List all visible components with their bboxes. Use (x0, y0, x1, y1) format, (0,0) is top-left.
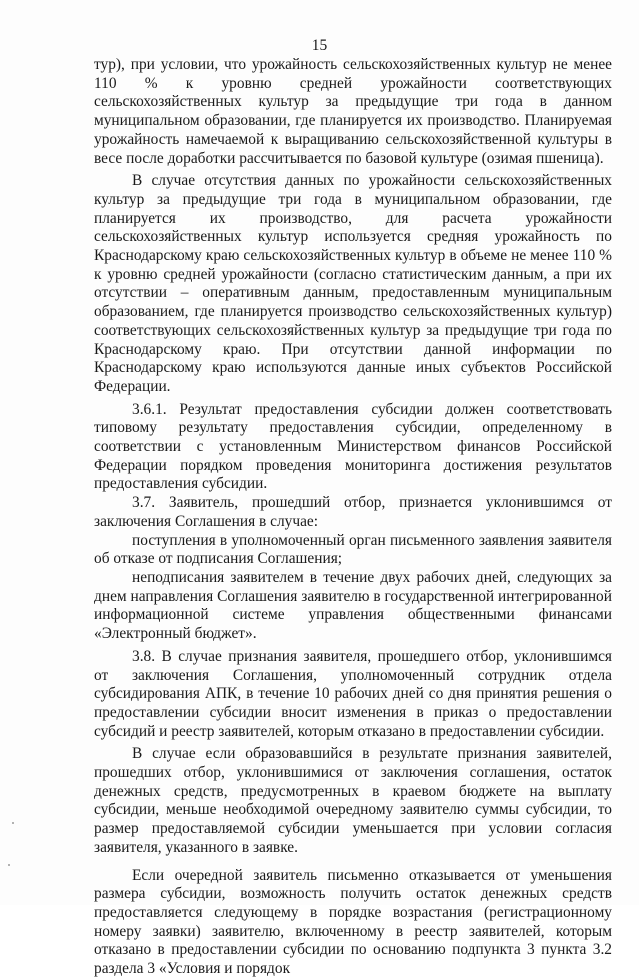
paragraph-yield-absence: В случае отсутствия данных по урожайности сельскохозяйственных культур за предыдущие три года в муниципальном образовании, где планируется их производство, для расчета урожайности сельскохозяйственных культур используется средняя урожайность по Краснодарскому краю сельскохозяйственных культур в объеме не менее 110 % к уровню средней урожайности (согласно статистическим данным, а при их отсутствии – оперативным данным, предоставленным муниципальным образованием, где планируется производство сельскохозяйственных культур) соответствующих сельскохозяйственных культур за предыдущие три года по Краснодарскому краю. При отсутствии данной информации по Краснодарскому краю используются данные иных субъектов Российской Федерации. (94, 172, 612, 395)
scan-speck (8, 864, 10, 866)
paragraph-continuation: тур), при условии, что урожайность сельскохозяйственных культур не менее 110 % к уровню средней урожайности соответствующих сельскохозяйственных культур за предыдущие три года в данном муниципальном образовании, где планируется их производство. Планируемая урожайность намечаемой к выращиванию сельскохозяйственной культуры в весе после доработки рассчитывается по базовой культуре (озимая пшеница). (94, 56, 612, 167)
paragraph-3-8: 3.8. В случае признания заявителя, прошедшего отбор, уклонившимся от заключения Соглашения, уполномоченный сотрудник отдела субсидирования АПК, в течение 10 рабочих дней со дня принятия решения о предоставлении субсидии вносит изменения в приказ о предоставлении субсидий и реестр заявителей, которым отказано в предоставлении субсидии. (94, 647, 612, 740)
paragraph-refusal: Если очередной заявитель письменно отказывается от уменьшения размера субсидии, возможность получить остаток денежных средств предоставляется следующему в порядке возрастания (регистрационному номеру заявки) заявителю, включенному в реестр заявителей, которым отказано в предоставлении субсидии по основанию подпункта 3 пункта 3.2 раздела 3 «Условия и порядок (94, 866, 612, 978)
paragraph-3-7-item-2: неподписания заявителем в течение двух рабочих дней, следующих за днем направления Соглашения заявителю в государственной интегрированной информационной системе управления общественными финансами «Электронный бюджет». (94, 568, 612, 643)
scan-speck (12, 822, 14, 824)
paragraph-3-6-1: 3.6.1. Результат предоставления субсидии должен соответствовать типовому результату предоставления субсидии, определенному в соответствии с установленным Министерством финансов Российской Федерации порядком проведения мониторинга достижения результатов предоставления субсидии. (94, 400, 612, 493)
page-number: 15 (311, 37, 328, 54)
paragraph-3-7: 3.7. Заявитель, прошедший отбор, признается уклонившимся от заключения Соглашения в случае: (94, 494, 612, 530)
paragraph-remaining-funds: В случае если образовавшийся в результате признания заявителей, прошедших отбор, уклонившимися от заключения соглашения, остаток денежных средств, предусмотренных в краевом бюджете на выплату субсидии, меньше необходимой очередному заявителю суммы субсидии, то размер предоставляемой субсидии уменьшается при условии согласия заявителя, указанного в заявке. (94, 745, 612, 856)
paragraph-3-7-item-1: поступления в уполномоченный орган письменного заявления заявителя об отказе от подписания Соглашения; (94, 531, 612, 568)
document-body (94, 56, 612, 979)
